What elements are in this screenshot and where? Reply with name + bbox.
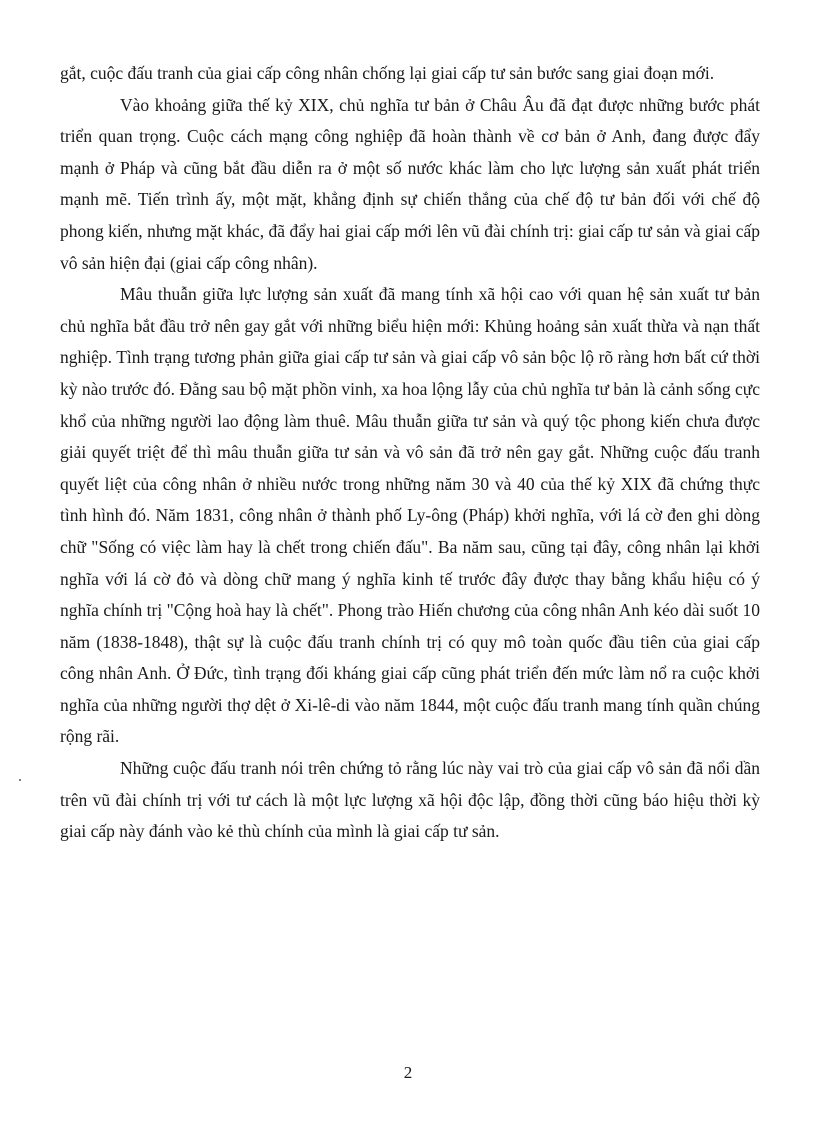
paragraph-capitalism-development: Vào khoảng giữa thế kỷ XIX, chủ nghĩa tư bản ở Châu Âu đã đạt được những bước phát triển quan trọng. Cuộc cách mạng công nghiệp đã hoàn thành về cơ bản ở Anh, đang được đẩy mạnh ở Pháp và cũng bắt đầu diễn ra ở một số nước khác làm cho lực lượng sản xuất phát triển mạnh mẽ. Tiến trình ấy, một mặt, khẳng định sự chiến thắng của chế độ tư bản đối với chế độ phong kiến, nhưng mặt khác, đã đẩy hai giai cấp mới lên vũ đài chính trị: giai cấp tư sản và giai cấp vô sản hiện đại (giai cấp công nhân). [60,94,760,273]
paragraph-proletariat-role: Những cuộc đấu tranh nói trên chứng tỏ rằng lúc này vai trò của giai cấp vô sản đã nổi dần trên vũ đài chính trị với tư cách là một lực lượng xã hội độc lập, đồng thời cũng báo hiệu thời kỳ giai cấp này đánh vào kẻ thù chính của mình là giai cấp tư sản. [60,758,760,842]
scan-speck [19,779,21,781]
page-number: 2 [403,1063,413,1082]
document-body [60,58,760,848]
paragraph-class-contradiction: Mâu thuẫn giữa lực lượng sản xuất đã mang tính xã hội cao với quan hệ sản xuất tư bản chủ nghĩa bắt đầu trở nên gay gắt với những biểu hiện mới: Khủng hoảng sản xuất thừa và nạn thất nghiệp. Tình trạng tương phản giữa giai cấp tư sản và giai cấp vô sản bộc lộ rõ ràng hơn bất cứ thời kỳ nào trước đó. Đằng sau bộ mặt phồn vinh, xa hoa lộng lẫy của chủ nghĩa tư bản là cảnh sống cực khổ của những người lao động làm thuê. Mâu thuẫn giữa tư sản và quý tộc phong kiến chưa được giải quyết triệt để thì mâu thuẫn giữa tư sản và vô sản đã trở nên gay gắt. Những cuộc đấu tranh quyết liệt của công nhân ở nhiều nước trong những năm 30 và 40 của thế kỷ XIX đã chứng thực tình hình đó. Năm 1831, công nhân ở thành phố Ly-ông (Pháp) khởi nghĩa, với lá cờ đen ghi dòng chữ "Sống có việc làm hay là chết trong chiến đấu". Ba năm sau, cũng tại đây, công nhân lại khởi nghĩa với lá cờ đỏ và dòng chữ mang ý nghĩa kinh tế trước đây được thay bằng khẩu hiệu có ý nghĩa chính trị "Cộng hoà hay là chết". Phong trào Hiến chương của công nhân Anh kéo dài suốt 10 năm (1838-1848), thật sự là cuộc đấu tranh chính trị có quy mô toàn quốc đầu tiên của giai cấp công nhân Anh. Ở Đức, tình trạng đối kháng giai cấp cũng phát triển đến mức làm nổ ra cuộc khởi nghĩa của những người thợ dệt ở Xi-lê-di vào năm 1844, một cuộc đấu tranh mang tính quần chúng rộng rãi. [60,284,760,747]
paragraph-continuation: gắt, cuộc đấu tranh của giai cấp công nhân chống lại giai cấp tư sản bước sang giai đoạn mới. [60,63,715,83]
